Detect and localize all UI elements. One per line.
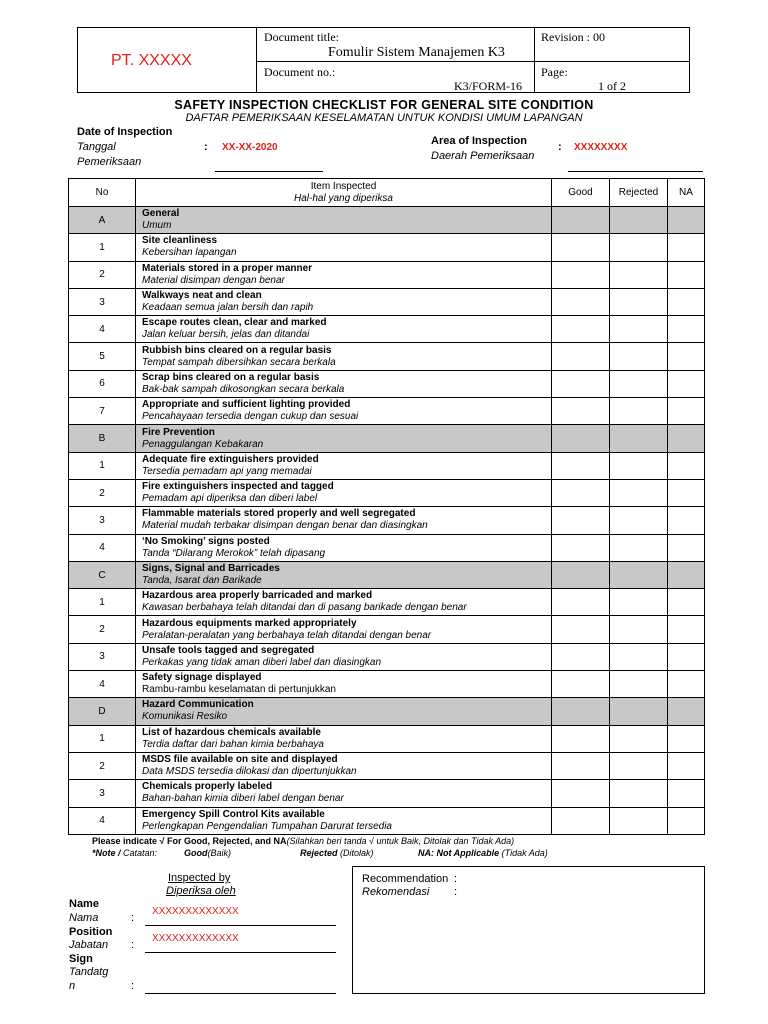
date-label-id-2: Pemeriksaan (77, 156, 142, 168)
item-label: Materials stored in a proper manner (142, 262, 313, 274)
item-label: Flammable materials stored properly and well segregated (142, 508, 416, 520)
row-number: A (69, 207, 136, 234)
recommendation-colon: : (454, 873, 458, 885)
rejected-checkbox-cell[interactable] (610, 398, 668, 425)
item-label: Hazardous area properly barricaded and marked (142, 590, 373, 602)
note-good: Good(Baik) (184, 848, 232, 858)
row-number: 1 (69, 725, 136, 752)
na-checkbox-cell[interactable] (668, 261, 705, 288)
row-number: 4 (69, 807, 136, 834)
item-label: ‘No Smoking’ signs posted (142, 535, 270, 547)
na-checkbox-cell[interactable] (668, 534, 705, 561)
item-label-id: Tersedia pemadam api yang memadai (142, 465, 312, 477)
rejected-checkbox-cell[interactable] (610, 616, 668, 643)
row-item (136, 316, 552, 343)
na-checkbox-cell[interactable] (668, 643, 705, 670)
item-label: Site cleanliness (142, 235, 218, 247)
rejected-checkbox-cell[interactable] (610, 534, 668, 561)
item-label: Unsafe tools tagged and segregated (142, 644, 315, 656)
date-underline (215, 171, 323, 172)
item-label-id: Keadaan semua jalan bersih dan rapih (142, 302, 314, 314)
item-label-id: Pencahayaan tersedia dengan cukup dan sesuai (142, 411, 359, 423)
sign-label: Sign (69, 953, 93, 965)
recommendation-label: Recommendation (362, 873, 449, 885)
item-label: Adequate fire extinguishers provided (142, 453, 319, 465)
table-row (69, 370, 705, 397)
area-label: Area of Inspection (431, 135, 527, 147)
good-checkbox-cell[interactable] (552, 343, 610, 370)
table-row (69, 589, 705, 616)
note-line-2 (92, 848, 157, 858)
good-checkbox-cell[interactable] (552, 261, 610, 288)
row-number: 1 (69, 234, 136, 261)
item-label-id: Perkakas yang tidak aman diberi label dan diasingkan (142, 656, 382, 668)
row-number: C (69, 561, 136, 588)
good-checkbox-cell[interactable] (552, 398, 610, 425)
doc-title: Fomulir Sistem Manajemen K3 (328, 45, 505, 60)
row-number: 2 (69, 261, 136, 288)
section-row (69, 561, 705, 588)
na-checkbox-cell[interactable] (668, 398, 705, 425)
table-row (69, 261, 705, 288)
rejected-checkbox-cell (610, 425, 668, 452)
section-row (69, 425, 705, 452)
row-number: 2 (69, 616, 136, 643)
good-checkbox-cell[interactable] (552, 452, 610, 479)
rejected-checkbox-cell (610, 698, 668, 725)
row-number: 6 (69, 370, 136, 397)
row-number: 3 (69, 507, 136, 534)
name-label-id: Nama (69, 912, 99, 924)
page-label: Page: (541, 65, 568, 79)
na-checkbox-cell[interactable] (668, 752, 705, 779)
row-number: 4 (69, 534, 136, 561)
na-checkbox-cell[interactable] (668, 507, 705, 534)
table-row (69, 643, 705, 670)
note-rejected: Rejected (Ditolak) (300, 848, 374, 858)
good-checkbox-cell[interactable] (552, 671, 610, 698)
row-item (136, 698, 552, 725)
position-label: Position (69, 926, 113, 938)
checklist-table (68, 178, 705, 835)
note-label: *Note / (92, 848, 124, 858)
row-item (136, 643, 552, 670)
good-checkbox-cell[interactable] (552, 807, 610, 834)
table-row (69, 725, 705, 752)
na-checkbox-cell (668, 425, 705, 452)
na-checkbox-cell[interactable] (668, 780, 705, 807)
note-instruction: Please indicate √ For Good, Rejected, and NA (92, 836, 287, 846)
table-row (69, 316, 705, 343)
row-item (136, 288, 552, 315)
good-checkbox-cell[interactable] (552, 752, 610, 779)
na-checkbox-cell[interactable] (668, 288, 705, 315)
item-label-id: Pemadam api diperiksa dan diberi label (142, 493, 318, 505)
item-label: Emergency Spill Control Kits available (142, 808, 325, 820)
rejected-checkbox-cell[interactable] (610, 452, 668, 479)
good-checkbox-cell[interactable] (552, 234, 610, 261)
good-checkbox-cell[interactable] (552, 589, 610, 616)
row-item (136, 780, 552, 807)
good-checkbox-cell[interactable] (552, 616, 610, 643)
row-item (136, 752, 552, 779)
item-label: Hazard Communication (142, 699, 254, 711)
na-checkbox-cell (668, 561, 705, 588)
row-item (136, 207, 552, 234)
item-label: Walkways neat and clean (142, 290, 262, 302)
row-number: 4 (69, 316, 136, 343)
good-checkbox-cell[interactable] (552, 479, 610, 506)
table-row (69, 780, 705, 807)
rejected-checkbox-cell[interactable] (610, 261, 668, 288)
row-item (136, 807, 552, 834)
item-label: Chemicals properly labeled (142, 781, 273, 793)
sign-colon: : (131, 980, 135, 992)
item-label-id: Terdia daftar dari bahan kimia berbahaya (142, 738, 324, 750)
date-value[interactable]: XX-XX-2020 (222, 142, 278, 153)
rejected-checkbox-cell[interactable] (610, 479, 668, 506)
na-checkbox-cell[interactable] (668, 807, 705, 834)
position-label-id: Jabatan (69, 939, 109, 951)
good-checkbox-cell[interactable] (552, 288, 610, 315)
area-label-id: Daerah Pemeriksaan (431, 150, 535, 162)
inspected-by-heading: Inspected by (168, 872, 231, 884)
page-subtitle: DAFTAR PEMERIKSAAN KESELAMATAN UNTUK KONDISI UMUM LAPANGAN (185, 112, 583, 124)
good-checkbox-cell[interactable] (552, 725, 610, 752)
rejected-checkbox-cell[interactable] (610, 671, 668, 698)
document-header (77, 27, 690, 93)
na-checkbox-cell (668, 698, 705, 725)
row-number: 1 (69, 589, 136, 616)
sign-underline[interactable] (145, 993, 336, 994)
item-label: Escape routes clean, clear and marked (142, 317, 327, 329)
row-item (136, 725, 552, 752)
row-number: 3 (69, 643, 136, 670)
rejected-checkbox-cell[interactable] (610, 725, 668, 752)
name-colon: : (131, 912, 135, 924)
row-item (136, 507, 552, 534)
note-line-1 (92, 836, 514, 846)
table-row (69, 288, 705, 315)
item-label: General (142, 208, 180, 220)
rejected-checkbox-cell[interactable] (610, 780, 668, 807)
date-label-id-1: Tanggal (77, 141, 116, 153)
rejected-checkbox-cell[interactable] (610, 343, 668, 370)
item-label-id: Komunikasi Resiko (142, 711, 228, 723)
page-title: SAFETY INSPECTION CHECKLIST FOR GENERAL SITE CONDITION (174, 98, 594, 112)
item-label-id: Kebersihan lapangan (142, 247, 237, 259)
name-value[interactable]: XXXXXXXXXXXXX (152, 906, 239, 917)
rejected-checkbox-cell[interactable] (610, 288, 668, 315)
row-number: 2 (69, 752, 136, 779)
na-checkbox-cell (668, 207, 705, 234)
item-label: Scrap bins cleared on a regular basis (142, 371, 320, 383)
good-checkbox-cell (552, 207, 610, 234)
rejected-checkbox-cell (610, 207, 668, 234)
table-row (69, 452, 705, 479)
na-checkbox-cell[interactable] (668, 452, 705, 479)
date-colon: : (204, 141, 208, 153)
page-value: 1 of 2 (598, 79, 626, 93)
col-rejected-header: Rejected (610, 179, 668, 207)
item-label-id: Jalan keluar bersih, jelas dan ditandai (142, 329, 310, 341)
recommendation-box[interactable] (352, 866, 705, 994)
table-row (69, 234, 705, 261)
good-checkbox-cell (552, 698, 610, 725)
note-instruction-id: (Silahkan beri tanda √ untuk Baik, Ditolak dan Tidak Ada) (286, 836, 515, 846)
col-no-header: No (69, 179, 136, 207)
good-checkbox-cell[interactable] (552, 316, 610, 343)
na-checkbox-cell[interactable] (668, 725, 705, 752)
rejected-checkbox-cell[interactable] (610, 370, 668, 397)
row-number: 3 (69, 780, 136, 807)
rejected-checkbox-cell[interactable] (610, 589, 668, 616)
section-row (69, 698, 705, 725)
inspected-by-heading-id: Diperiksa oleh (166, 885, 236, 897)
item-label-id: Peralatan-peralatan yang berbahaya telah ditandai dengan benar (142, 629, 432, 641)
item-label: Appropriate and sufficient lighting provided (142, 399, 351, 411)
row-item (136, 534, 552, 561)
na-checkbox-cell[interactable] (668, 616, 705, 643)
row-item (136, 671, 552, 698)
rejected-checkbox-cell[interactable] (610, 752, 668, 779)
row-item (136, 234, 552, 261)
rejected-checkbox-cell[interactable] (610, 234, 668, 261)
name-label: Name (69, 898, 99, 910)
date-label: Date of Inspection (77, 126, 173, 138)
item-label-id: Penaggulangan Kebakaran (142, 438, 264, 450)
na-checkbox-cell[interactable] (668, 479, 705, 506)
item-label: Hazardous equipments marked appropriately (142, 617, 357, 629)
section-row (69, 207, 705, 234)
col-good-header: Good (552, 179, 610, 207)
item-label: MSDS file available on site and displayed (142, 754, 338, 766)
table-row (69, 479, 705, 506)
sign-label-id-1: Tandatg (69, 966, 109, 978)
rejected-checkbox-cell[interactable] (610, 807, 668, 834)
name-underline (145, 925, 336, 926)
position-underline (145, 952, 336, 953)
rejected-checkbox-cell[interactable] (610, 643, 668, 670)
row-number: 7 (69, 398, 136, 425)
table-row (69, 616, 705, 643)
row-item (136, 425, 552, 452)
good-checkbox-cell[interactable] (552, 534, 610, 561)
item-label-id: Tempat sampah dibersihkan secara berkala (142, 356, 336, 368)
row-number: B (69, 425, 136, 452)
na-checkbox-cell[interactable] (668, 589, 705, 616)
doc-no: K3/FORM-16 (454, 79, 523, 93)
good-checkbox-cell (552, 425, 610, 452)
item-label-id: Bahan-bahan kimia diberi label dengan benar (142, 793, 344, 805)
item-label-id: Perlengkapan Pengendalian Tumpahan Darurat tersedia (142, 820, 392, 832)
table-row (69, 671, 705, 698)
good-checkbox-cell (552, 561, 610, 588)
revision: Revision : 00 (541, 30, 606, 44)
area-value[interactable]: XXXXXXXX (574, 142, 628, 153)
doc-no-label: Document no.: (264, 65, 336, 79)
doc-title-label: Document title: (264, 30, 339, 44)
position-colon: : (131, 939, 135, 951)
row-number: 2 (69, 479, 136, 506)
company-name: PT. XXXXX (111, 52, 192, 69)
row-item (136, 261, 552, 288)
row-item (136, 370, 552, 397)
row-number: 3 (69, 288, 136, 315)
item-label: Fire Prevention (142, 426, 215, 438)
row-item (136, 561, 552, 588)
good-checkbox-cell[interactable] (552, 507, 610, 534)
item-label: List of hazardous chemicals available (142, 726, 321, 738)
item-label-id: Kawasan berbahaya telah ditandai dan di pasang barikade dengan benar (142, 602, 467, 614)
good-checkbox-cell[interactable] (552, 370, 610, 397)
sign-label-id-2: n (69, 980, 76, 992)
area-colon: : (558, 141, 562, 153)
row-item (136, 398, 552, 425)
na-checkbox-cell[interactable] (668, 234, 705, 261)
item-label: Rubbish bins cleared on a regular basis (142, 344, 332, 356)
good-checkbox-cell[interactable] (552, 643, 610, 670)
item-label-id: Data MSDS tersedia dilokasi dan dipertunjukkan (142, 766, 357, 778)
position-value[interactable]: XXXXXXXXXXXXX (152, 933, 239, 944)
row-number: D (69, 698, 136, 725)
rejected-checkbox-cell[interactable] (610, 507, 668, 534)
rejected-checkbox-cell (610, 561, 668, 588)
table-row (69, 807, 705, 834)
row-number: 5 (69, 343, 136, 370)
na-checkbox-cell[interactable] (668, 671, 705, 698)
item-label: Safety signage displayed (142, 672, 262, 684)
col-item-label: Item Inspected (310, 180, 377, 192)
item-label-id: Material disimpan dengan benar (142, 274, 285, 286)
na-checkbox-cell[interactable] (668, 343, 705, 370)
recommendation-label-id: Rekomendasi (362, 886, 430, 898)
note-na: NA: Not Applicable (Tidak Ada) (418, 848, 548, 858)
item-label: Signs, Signal and Barricades (142, 563, 280, 574)
item-label-id: Umum (142, 220, 172, 232)
row-item (136, 343, 552, 370)
rejected-checkbox-cell[interactable] (610, 316, 668, 343)
table-row (69, 398, 705, 425)
table-row (69, 534, 705, 561)
table-row (69, 343, 705, 370)
table-row (69, 752, 705, 779)
row-number: 1 (69, 452, 136, 479)
item-label-id: Tanda “Dilarang Merokok” telah dipasang (142, 547, 326, 559)
table-row (69, 507, 705, 534)
recommendation-colon-id: : (454, 886, 458, 898)
row-item (136, 479, 552, 506)
na-checkbox-cell[interactable] (668, 316, 705, 343)
col-na-header: NA (668, 179, 705, 207)
area-underline (568, 171, 703, 172)
item-label-id: Rambu-rambu keselamatan di pertunjukkan (142, 684, 336, 696)
row-item (136, 616, 552, 643)
row-number: 4 (69, 671, 136, 698)
row-item (136, 589, 552, 616)
item-label: Fire extinguishers inspected and tagged (142, 481, 334, 493)
note-catatan: Catatan: (123, 848, 158, 858)
item-label-id: Bak-bak sampah dikosongkan secara berkala (142, 383, 345, 395)
na-checkbox-cell[interactable] (668, 370, 705, 397)
good-checkbox-cell[interactable] (552, 780, 610, 807)
item-label-id: Material mudah terbakar disimpan dengan benar dan diasingkan (142, 520, 428, 532)
row-item (136, 452, 552, 479)
col-item-header (136, 179, 552, 207)
col-item-label-id: Hal-hal yang diperiksa (294, 192, 393, 204)
item-label-id: Tanda, Isarat dan Barikade (142, 575, 262, 586)
